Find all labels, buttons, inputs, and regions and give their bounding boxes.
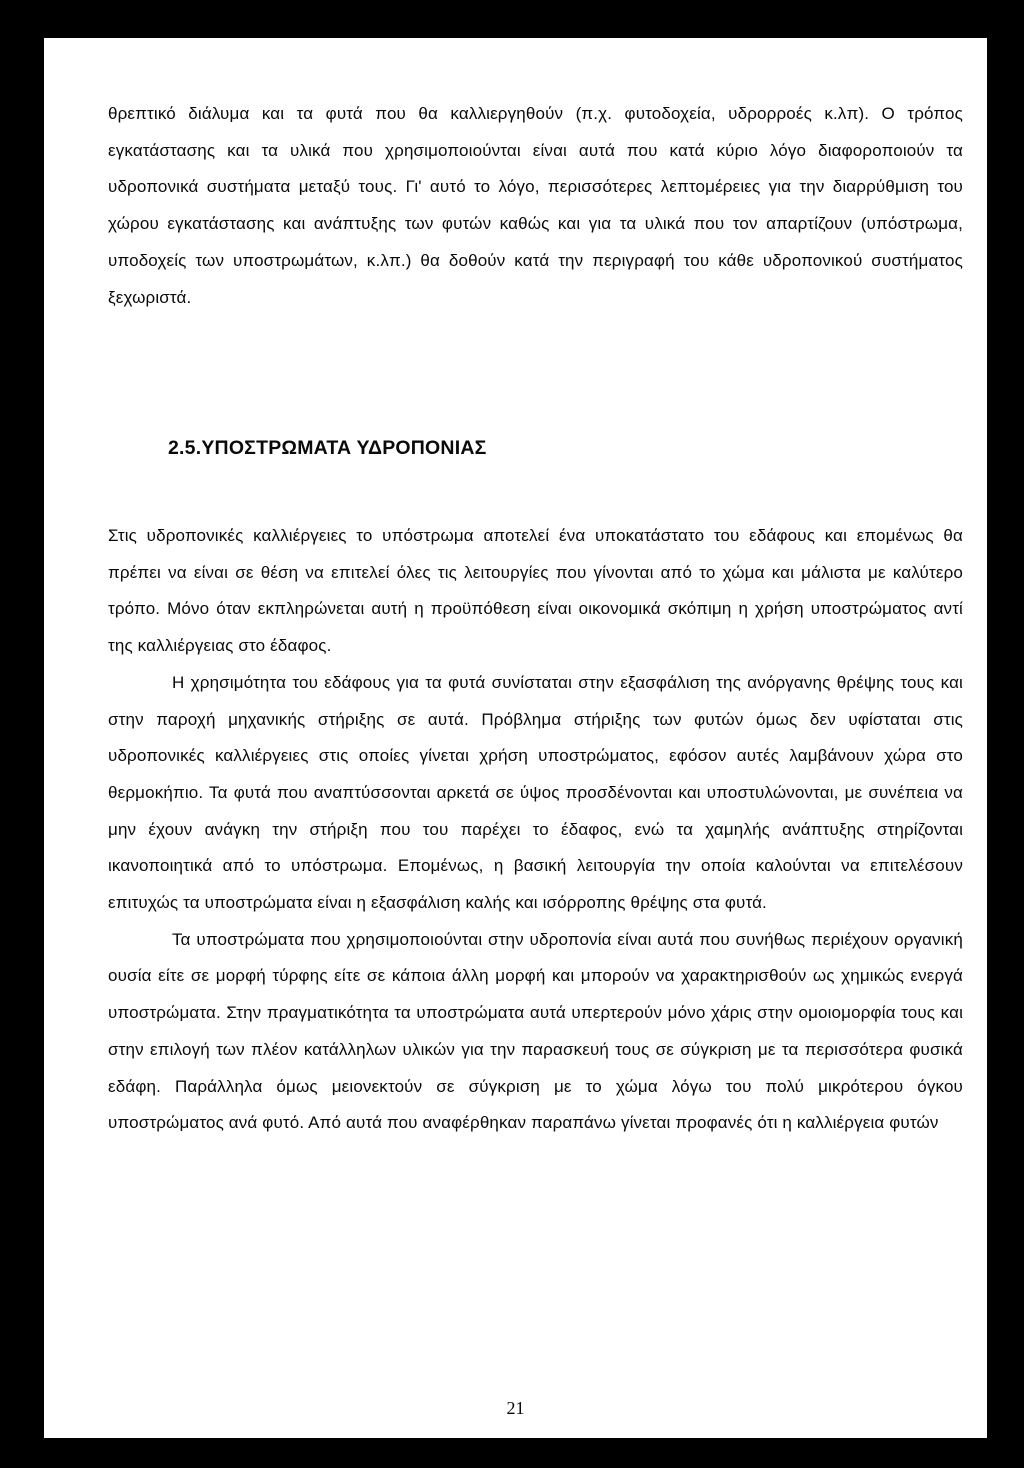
section-heading: 2.5.ΥΠΟΣΤΡΩΜΑΤΑ ΥΔΡΟΠΟΝΙΑΣ <box>168 437 487 459</box>
document-page <box>44 38 987 1438</box>
body-paragraph-3: Τα υποστρώματα που χρησιμοποιούνται στην υδροπονία είναι αυτά που συνήθως περιέχουν οργανική ουσία είτε σε μορφή τύρφης είτε σε κάποια άλλη μορφή και μπορούν να χαρακτηρισθούν ως χημικώς ενεργά υποστρώματα. Στην πραγματικότητα τα υποστρώματα αυτά υπερτερούν μόνο χάρις στην ομοιομορφία τους και στην επιλογή των πλέον κατάλληλων υλικών για την παρασκευή τους σε σύγκριση με τα περισσότερα φυσικά εδάφη. Παράλληλα όμως μειονεκτούν σε σύγκριση με το χώμα λόγω του πολύ μικρότερου όγκου υποστρώματος ανά φυτό. Από αυτά που αναφέρθηκαν παραπάνω γίνεται προφανές ότι η καλλιέργεια φυτών <box>108 929 963 1133</box>
section-body <box>108 518 963 1142</box>
body-paragraph-1: Στις υδροπονικές καλλιέργειες το υπόστρωμα αποτελεί ένα υποκατάστατο του εδάφους και επομένως θα πρέπει να είναι σε θέση να επιτελεί όλες τις λειτουργίες που γίνονται από το χώμα και μάλιστα με καλύτερο τρόπο. Μόνο όταν εκπληρώνεται αυτή η προϋπόθεση είναι οικονομικά σκόπιμη η χρήση υποστρώματος αντί της καλλιέργειας στο έδαφος. <box>108 526 963 656</box>
intro-text-block <box>108 96 963 316</box>
page-number: 21 <box>506 1398 525 1418</box>
body-paragraph-2: Η χρησιμότητα του εδάφους για τα φυτά συνίσταται στην εξασφάλιση της ανόργανης θρέψης τους και στην παροχή μηχανικής στήριξης σε αυτά. Πρόβλημα στήριξης των φυτών όμως δεν υφίσταται στις υδροπονικές καλλιέργειες στις οποίες γίνεται χρήση υποστρώματος, εφόσον αυτές λαμβάνουν χώρα στο θερμοκήπιο. Τα φυτά που αναπτύσσονται αρκετά σε ύψος προσδένονται και υποστυλώνονται, με συνέπεια να μην έχουν ανάγκη την στήριξη που του παρέχει το έδαφος, ενώ τα χαμηλής ανάπτυξης στηρίζονται ικανοποιητικά από το υπόστρωμα. Επομένως, η βασική λειτουργία την οποία καλούνται να επιτελέσουν επιτυχώς τα υποστρώματα είναι η εξασφάλιση καλής και ισόρροπης θρέψης στα φυτά. <box>108 672 963 913</box>
intro-paragraph: θρεπτικό διάλυμα και τα φυτά που θα καλλιεργηθούν (π.χ. φυτοδοχεία, υδρορροές κ.λπ). Ο τρόπος εγκατάστασης και τα υλικά που χρησιμοποιούνται είναι αυτά που κατά κύριο λόγο διαφοροποιούν τα υδροπονικά συστήματα μεταξύ τους. Γι' αυτό το λόγο, περισσότερες λεπτομέρειες για την διαρρύθμιση του χώρου εγκατάστασης και ανάπτυξης των φυτών καθώς και για τα υλικά που τον απαρτίζουν (υπόστρωμα, υποδοχείς των υποστρωμάτων, κ.λπ.) θα δοθούν κατά την περιγραφή του κάθε υδροπονικού συστήματος ξεχωριστά. <box>108 104 963 307</box>
